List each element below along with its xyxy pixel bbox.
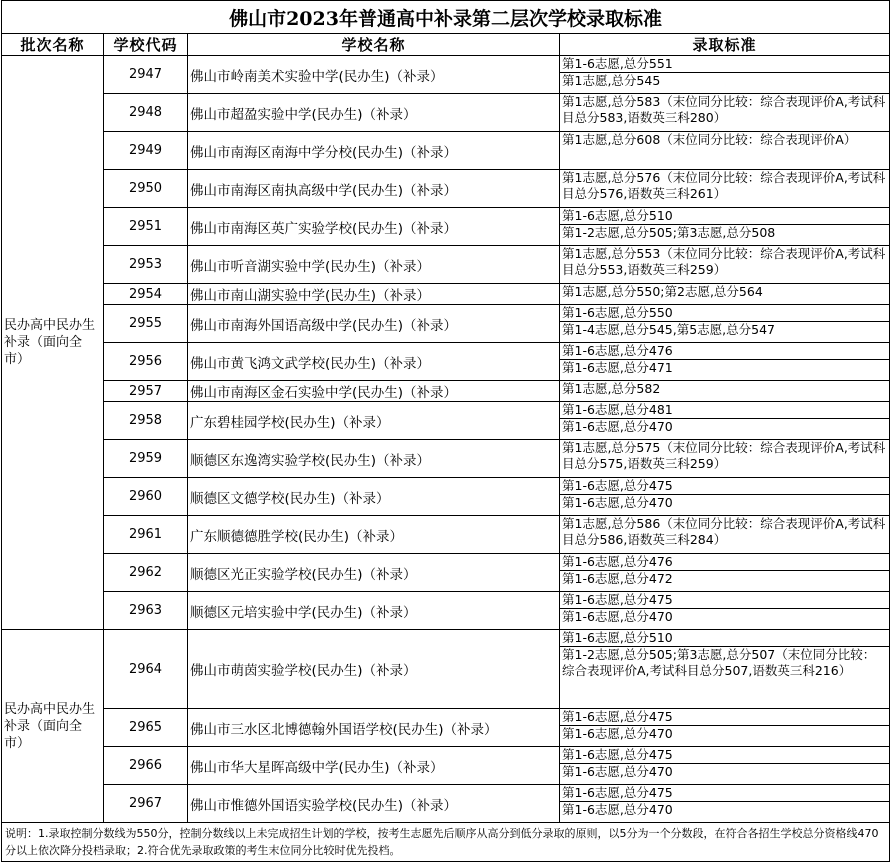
- table-row: [2, 343, 890, 381]
- criteria-cell: [560, 56, 890, 94]
- school-name: 广东顺德德胜学校(民办生)（补录）: [188, 516, 560, 554]
- school-name: 佛山市岭南美术实验中学(民办生)（补录）: [188, 56, 560, 94]
- criteria-line: 第1-6志愿,总分481: [560, 402, 889, 419]
- table-row: [2, 747, 890, 785]
- school-code: 2950: [104, 170, 188, 208]
- criteria-line: 第1志愿,总分583（末位同分比较：综合表现评价A,考试科目总分583,语数英三科280）: [562, 94, 886, 125]
- admission-table: [1, 0, 890, 862]
- school-code: 2955: [104, 305, 188, 343]
- school-code: 2961: [104, 516, 188, 554]
- table-row: [2, 554, 890, 592]
- criteria-cell: [560, 402, 890, 440]
- criteria-line: 第1志愿,总分553（末位同分比较：综合表现评价A,考试科目总分553,语数英三科259）: [562, 246, 886, 277]
- criteria-line: 第1-4志愿,总分545,第5志愿,总分547: [562, 322, 776, 337]
- table-body: [2, 56, 890, 823]
- criteria-cell: [560, 305, 890, 343]
- school-code: 2960: [104, 478, 188, 516]
- school-name: 佛山市听音湖实验中学(民办生)（补录）: [188, 246, 560, 284]
- criteria-cell: [560, 785, 890, 823]
- criteria-line: 第1-6志愿,总分475: [560, 747, 889, 764]
- table-row: [2, 402, 890, 440]
- table-row: [2, 709, 890, 747]
- criteria-line: 第1-6志愿,总分475: [560, 478, 889, 495]
- footnote: 说明：1.录取控制分数线为550分，控制分数线以上未完成招生计划的学校，按考生志愿先后顺序从高分到低分录取的原则，以5分为一个分数段，在符合各招生学校总分资格线470分以上依次降分投档录取；2.符合优先录取政策的考生末位同分比较时优先投档。: [2, 823, 890, 862]
- school-name: 佛山市华大星晖高级中学(民办生)（补录）: [188, 747, 560, 785]
- sheet-title: 佛山市2023年普通高中补录第二层次学校录取标准: [2, 1, 890, 34]
- criteria-line: 第1-6志愿,总分470: [562, 802, 673, 817]
- criteria-line: 第1-6志愿,总分510: [560, 208, 889, 225]
- criteria-cell: [560, 516, 890, 554]
- criteria-cell: [560, 440, 890, 478]
- table-row: [2, 516, 890, 554]
- header-criteria: 录取标准: [560, 34, 890, 56]
- school-code: 2954: [104, 284, 188, 305]
- table-row: [2, 208, 890, 246]
- criteria-line: 第1-6志愿,总分475: [560, 592, 889, 609]
- criteria-cell: [560, 592, 890, 630]
- table-row: [2, 592, 890, 630]
- school-code: 2965: [104, 709, 188, 747]
- criteria-line: 第1志愿,总分576（末位同分比较：综合表现评价A,考试科目总分576,语数英三科261）: [562, 170, 886, 201]
- criteria-line: 第1-6志愿,总分475: [560, 785, 889, 802]
- school-code: 2966: [104, 747, 188, 785]
- table-row: [2, 630, 890, 709]
- school-name: 顺德区文德学校(民办生)（补录）: [188, 478, 560, 516]
- criteria-cell: [560, 630, 890, 709]
- criteria-cell: [560, 208, 890, 246]
- school-code: 2956: [104, 343, 188, 381]
- school-name: 顺德区元培实验中学(民办生)（补录）: [188, 592, 560, 630]
- criteria-cell: [560, 132, 890, 170]
- criteria-cell: [560, 381, 890, 402]
- criteria-cell: [560, 246, 890, 284]
- school-code: 2949: [104, 132, 188, 170]
- header-batch: 批次名称: [2, 34, 104, 56]
- school-code: 2967: [104, 785, 188, 823]
- criteria-line: 第1-6志愿,总分471: [562, 360, 673, 375]
- school-code: 2962: [104, 554, 188, 592]
- school-name: 佛山市南海区南执高级中学(民办生)（补录）: [188, 170, 560, 208]
- school-name: 佛山市黄飞鸿文武学校(民办生)（补录）: [188, 343, 560, 381]
- criteria-cell: [560, 747, 890, 785]
- criteria-line: 第1-6志愿,总分470: [562, 726, 673, 741]
- criteria-line: 第1-6志愿,总分550: [560, 305, 889, 322]
- table-row: [2, 56, 890, 94]
- batch-cell: 民办高中民办生补录（面向全市）: [2, 630, 104, 823]
- school-name: 佛山市南海区英广实验学校(民办生)（补录）: [188, 208, 560, 246]
- criteria-cell: [560, 478, 890, 516]
- table-row: [2, 381, 890, 402]
- criteria-line: 第1志愿,总分575（末位同分比较：综合表现评价A,考试科目总分575,语数英三科259）: [562, 440, 886, 471]
- school-code: 2958: [104, 402, 188, 440]
- table-row: [2, 94, 890, 132]
- header-name: 学校名称: [188, 34, 560, 56]
- table-row: [2, 478, 890, 516]
- school-code: 2964: [104, 630, 188, 709]
- table-row: [2, 440, 890, 478]
- school-name: 佛山市超盈实验中学(民办生)（补录）: [188, 94, 560, 132]
- batch-cell: 民办高中民办生补录（面向全市）: [2, 56, 104, 630]
- school-name: 广东碧桂园学校(民办生)（补录）: [188, 402, 560, 440]
- school-code: 2948: [104, 94, 188, 132]
- criteria-line: 第1志愿,总分608（末位同分比较：综合表现评价A）: [562, 132, 857, 147]
- school-code: 2951: [104, 208, 188, 246]
- criteria-line: 第1-2志愿,总分505;第3志愿,总分508: [562, 225, 776, 240]
- criteria-line: 第1-6志愿,总分470: [562, 609, 673, 624]
- criteria-cell: [560, 343, 890, 381]
- criteria-line: 第1-6志愿,总分476: [560, 343, 889, 360]
- school-code: 2947: [104, 56, 188, 94]
- criteria-cell: [560, 284, 890, 305]
- school-code: 2957: [104, 381, 188, 402]
- criteria-cell: [560, 554, 890, 592]
- school-name: 佛山市惟德外国语实验学校(民办生)（补录）: [188, 785, 560, 823]
- school-name: 佛山市南海区金石实验中学(民办生)（补录）: [188, 381, 560, 402]
- header-code: 学校代码: [104, 34, 188, 56]
- criteria-line: 第1-6志愿,总分470: [562, 495, 673, 510]
- school-name: 佛山市南海区南海中学分校(民办生)（补录）: [188, 132, 560, 170]
- criteria-line: 第1-6志愿,总分470: [562, 764, 673, 779]
- table-row: [2, 284, 890, 305]
- table-row: [2, 170, 890, 208]
- table-row: [2, 132, 890, 170]
- criteria-line: 第1-6志愿,总分470: [562, 419, 673, 434]
- criteria-line: 第1-6志愿,总分551: [560, 56, 889, 73]
- criteria-cell: [560, 170, 890, 208]
- criteria-line: 第1-6志愿,总分510: [560, 630, 889, 647]
- criteria-line: 第1志愿,总分582: [562, 381, 661, 396]
- school-name: 佛山市三水区北博德翰外国语学校(民办生)（补录）: [188, 709, 560, 747]
- criteria-cell: [560, 709, 890, 747]
- criteria-line: 第1-6志愿,总分472: [562, 571, 673, 586]
- school-name: 佛山市南山湖实验中学(民办生)（补录）: [188, 284, 560, 305]
- table-row: [2, 246, 890, 284]
- school-code: 2963: [104, 592, 188, 630]
- table-row: [2, 305, 890, 343]
- school-name: 顺德区光正实验学校(民办生)（补录）: [188, 554, 560, 592]
- school-name: 顺德区东逸湾实验学校(民办生)（补录）: [188, 440, 560, 478]
- criteria-line: 第1-6志愿,总分475: [560, 709, 889, 726]
- school-name: 佛山市南海外国语高级中学(民办生)（补录）: [188, 305, 560, 343]
- school-code: 2959: [104, 440, 188, 478]
- criteria-line: 第1-6志愿,总分476: [560, 554, 889, 571]
- school-code: 2953: [104, 246, 188, 284]
- criteria-line: 第1志愿,总分545: [562, 73, 661, 88]
- criteria-line: 第1志愿,总分586（末位同分比较：综合表现评价A,考试科目总分586,语数英三科284）: [562, 516, 886, 547]
- criteria-line: 第1-2志愿,总分505;第3志愿,总分507（末位同分比较：综合表现评价A,考试科目总分507,语数英三科216）: [562, 647, 876, 678]
- table-row: [2, 785, 890, 823]
- criteria-cell: [560, 94, 890, 132]
- criteria-line: 第1志愿,总分550;第2志愿,总分564: [562, 284, 763, 299]
- school-name: 佛山市萌茵实验学校(民办生)（补录）: [188, 630, 560, 709]
